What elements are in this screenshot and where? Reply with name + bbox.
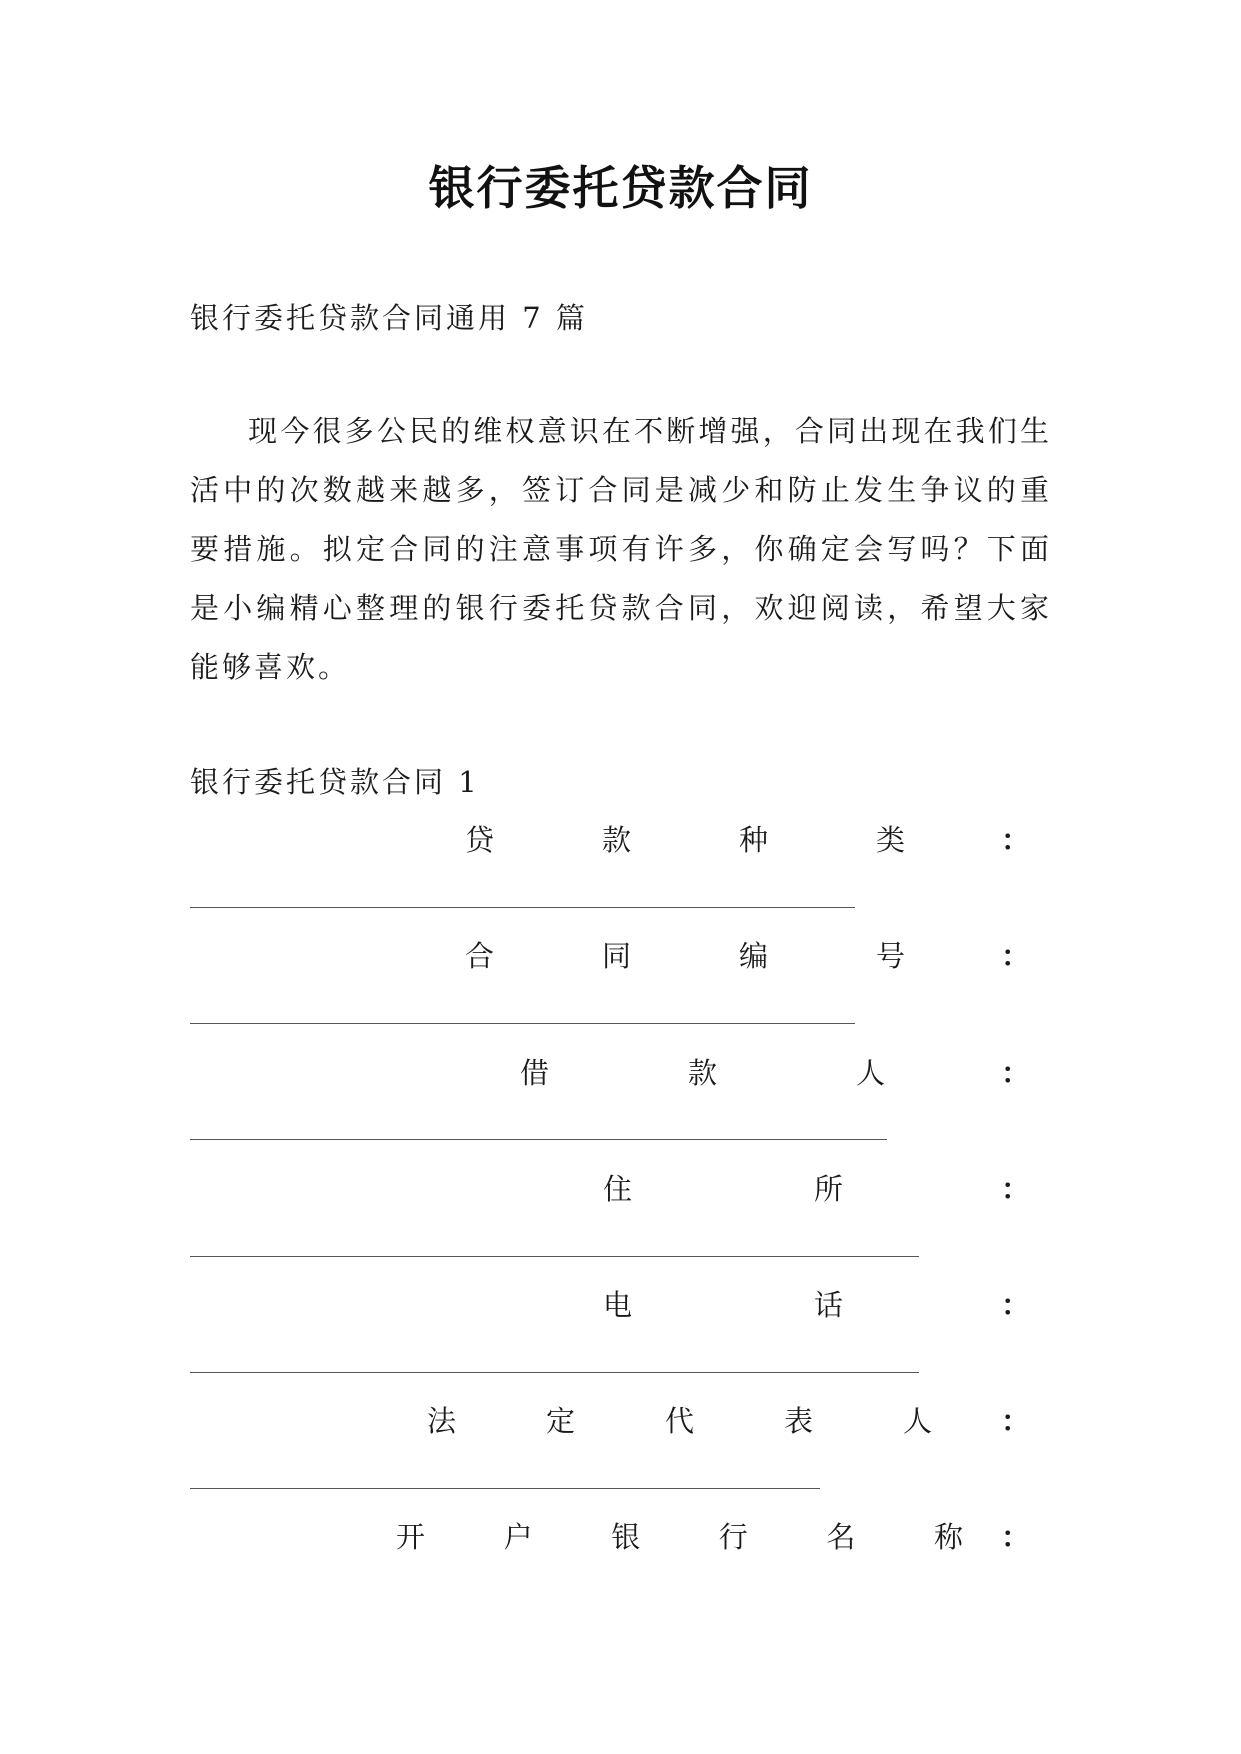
field-colon: ：	[1000, 1055, 1030, 1090]
field-label-char: 编	[738, 938, 768, 973]
field-label-char: 电	[603, 1287, 633, 1322]
field-blank-line	[190, 1372, 919, 1373]
form-field-address	[190, 1167, 1052, 1207]
field-colon: ：	[1000, 1403, 1030, 1438]
field-label-char: 号	[875, 938, 905, 973]
intro-text: 现今很多公民的维权意识在不断增强，合同出现在我们生活中的次数越来越多，签订合同是减少和防止发生争议的重要措施。拟定合同的注意事项有许多，你确定会写吗？下面是小编精心整理的银行委托贷款合同，欢迎阅读，希望大家能够喜欢。	[190, 414, 1052, 684]
field-blank-line	[190, 907, 855, 908]
field-label-char: 住	[603, 1171, 633, 1206]
field-label	[603, 1283, 843, 1323]
field-label-char: 类	[875, 822, 905, 857]
field-label-char: 户	[503, 1519, 533, 1554]
field-label-char: 合	[465, 938, 495, 973]
field-label-char: 名	[826, 1519, 856, 1554]
field-label-char: 表	[783, 1403, 813, 1438]
field-blank-line	[190, 1488, 820, 1489]
field-label-char: 话	[813, 1287, 843, 1322]
field-label	[465, 818, 905, 858]
field-label-char: 银	[611, 1519, 641, 1554]
document-subtitle: 银行委托贷款合同通用 7 篇	[190, 301, 588, 335]
field-label-char: 贷	[465, 822, 495, 857]
field-label-char: 同	[601, 938, 631, 973]
form-field-phone	[190, 1283, 1052, 1323]
field-label-char: 借	[520, 1055, 550, 1090]
field-label-char: 所	[813, 1171, 843, 1206]
field-blank-line	[190, 1023, 855, 1024]
field-label-char: 定	[545, 1403, 575, 1438]
field-blank-line	[190, 1256, 919, 1257]
field-label	[427, 1399, 932, 1439]
field-colon: ：	[1000, 1519, 1030, 1554]
field-label-char: 代	[664, 1403, 694, 1438]
field-label-char: 称	[933, 1519, 963, 1554]
form-field-loan-type	[190, 818, 1052, 858]
field-label-char: 法	[427, 1403, 457, 1438]
form-field-bank-name	[190, 1515, 1052, 1555]
field-colon: ：	[1000, 822, 1030, 857]
field-label-char: 人	[855, 1055, 885, 1090]
form-field-borrower	[190, 1051, 1052, 1091]
field-label	[520, 1051, 885, 1091]
section-heading: 银行委托贷款合同 1	[190, 765, 480, 799]
field-label-char: 款	[687, 1055, 717, 1090]
field-label	[603, 1167, 843, 1207]
field-label-char: 人	[902, 1403, 932, 1438]
field-label-char: 种	[738, 822, 768, 857]
field-colon: ：	[1000, 1171, 1030, 1206]
form-field-legal-representative	[190, 1399, 1052, 1439]
field-label-char: 开	[396, 1519, 426, 1554]
intro-paragraph	[190, 402, 1052, 697]
field-label-char: 款	[601, 822, 631, 857]
field-colon: ：	[1000, 1287, 1030, 1322]
form-field-contract-number	[190, 934, 1052, 974]
field-colon: ：	[1000, 938, 1030, 973]
document-title: 银行委托贷款合同	[428, 161, 813, 215]
field-label	[465, 934, 905, 974]
field-label-char: 行	[718, 1519, 748, 1554]
field-label	[396, 1515, 963, 1555]
field-blank-line	[190, 1139, 887, 1140]
